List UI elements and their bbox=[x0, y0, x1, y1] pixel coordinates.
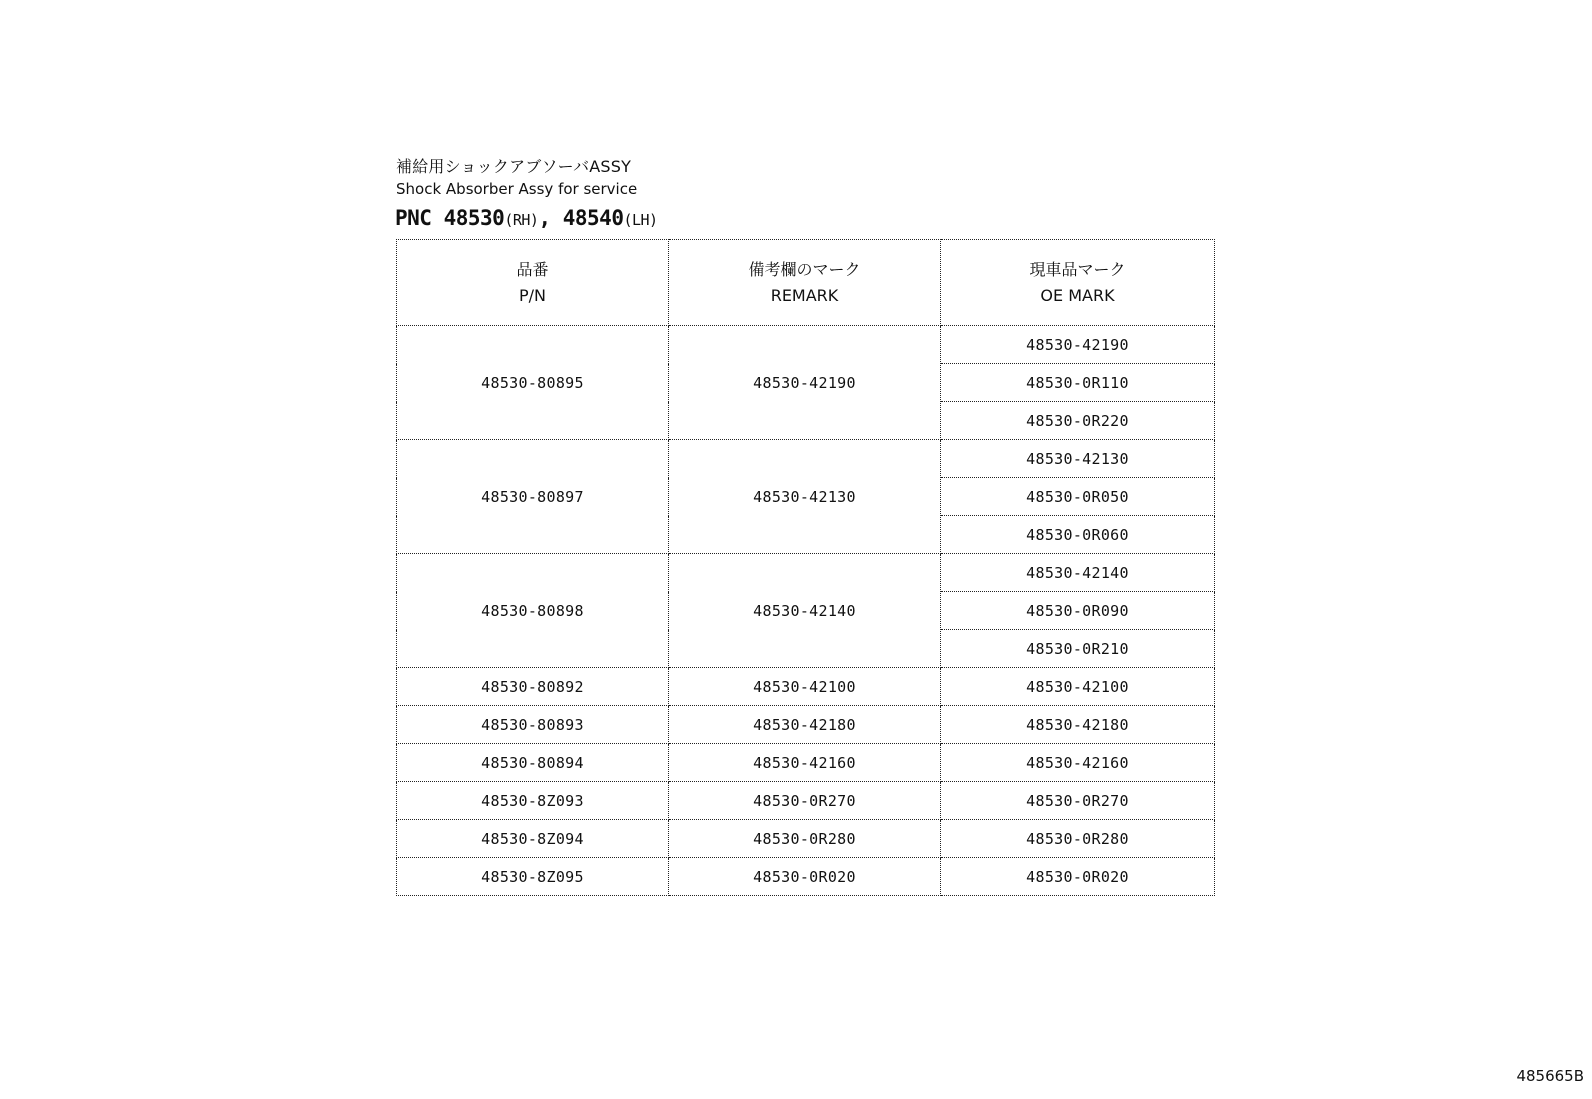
cell-remark: 48530-42190 bbox=[669, 326, 941, 440]
cell-remark: 48530-42160 bbox=[669, 744, 941, 782]
cell-remark: 48530-0R270 bbox=[669, 782, 941, 820]
pnc-rh-side: (RH) bbox=[504, 211, 539, 229]
table-row bbox=[397, 554, 1215, 592]
cell-part-number: 48530-80893 bbox=[397, 706, 669, 744]
cell-remark: 48530-42100 bbox=[669, 668, 941, 706]
cell-oe-mark: 48530-0R270 bbox=[941, 782, 1215, 820]
cell-oe-mark: 48530-0R210 bbox=[941, 630, 1215, 668]
cell-oe-mark: 48530-42190 bbox=[941, 326, 1215, 364]
table-row bbox=[397, 782, 1215, 820]
header-part-number bbox=[397, 240, 669, 326]
cell-oe-mark: 48530-0R110 bbox=[941, 364, 1215, 402]
header-remark bbox=[669, 240, 941, 326]
table-row bbox=[397, 668, 1215, 706]
cell-part-number: 48530-8Z093 bbox=[397, 782, 669, 820]
cell-oe-mark: 48530-0R060 bbox=[941, 516, 1215, 554]
table-row bbox=[397, 326, 1215, 364]
pnc-heading bbox=[395, 206, 658, 230]
header-remark-en: REMARK bbox=[770, 285, 839, 305]
header-part-number-jp: 品番 bbox=[516, 259, 549, 279]
cell-oe-mark: 48530-42100 bbox=[941, 668, 1215, 706]
cell-oe-mark: 48530-0R020 bbox=[941, 858, 1215, 896]
cell-oe-mark: 48530-0R280 bbox=[941, 820, 1215, 858]
cell-remark: 48530-42130 bbox=[669, 440, 941, 554]
header-oe-mark bbox=[941, 240, 1215, 326]
table-row bbox=[397, 858, 1215, 896]
cell-oe-mark: 48530-42140 bbox=[941, 554, 1215, 592]
cell-part-number: 48530-8Z094 bbox=[397, 820, 669, 858]
parts-table bbox=[396, 239, 1215, 896]
cell-oe-mark: 48530-0R050 bbox=[941, 478, 1215, 516]
table-row bbox=[397, 820, 1215, 858]
pnc-rh-number: 48530 bbox=[443, 206, 505, 230]
cell-part-number: 48530-80897 bbox=[397, 440, 669, 554]
header-oe-mark-en: OE MARK bbox=[1040, 285, 1115, 305]
cell-oe-mark: 48530-42180 bbox=[941, 706, 1215, 744]
cell-remark: 48530-0R280 bbox=[669, 820, 941, 858]
header-remark-jp: 備考欄のマーク bbox=[748, 259, 861, 279]
pnc-separator: , bbox=[538, 206, 551, 230]
pnc-lh-number: 48540 bbox=[562, 206, 624, 230]
header-oe-mark-jp: 現車品マーク bbox=[1029, 259, 1126, 279]
cell-oe-mark: 48530-42160 bbox=[941, 744, 1215, 782]
cell-part-number: 48530-8Z095 bbox=[397, 858, 669, 896]
cell-remark: 48530-42180 bbox=[669, 706, 941, 744]
title-japanese: 補給用ショックアブソーバASSY bbox=[396, 157, 632, 176]
table-row bbox=[397, 440, 1215, 478]
header-part-number-en: P/N bbox=[518, 285, 546, 305]
cell-remark: 48530-42140 bbox=[669, 554, 941, 668]
table-header-row bbox=[397, 240, 1215, 326]
title-english: Shock Absorber Assy for service bbox=[396, 180, 638, 198]
cell-part-number: 48530-80892 bbox=[397, 668, 669, 706]
cell-oe-mark: 48530-0R220 bbox=[941, 402, 1215, 440]
pnc-lh-side: (LH) bbox=[623, 211, 658, 229]
document-id: 485665B bbox=[1516, 1067, 1584, 1085]
cell-part-number: 48530-80898 bbox=[397, 554, 669, 668]
cell-part-number: 48530-80894 bbox=[397, 744, 669, 782]
cell-oe-mark: 48530-0R090 bbox=[941, 592, 1215, 630]
pnc-prefix: PNC bbox=[395, 206, 432, 230]
table-row bbox=[397, 706, 1215, 744]
table-row bbox=[397, 744, 1215, 782]
cell-remark: 48530-0R020 bbox=[669, 858, 941, 896]
cell-oe-mark: 48530-42130 bbox=[941, 440, 1215, 478]
cell-part-number: 48530-80895 bbox=[397, 326, 669, 440]
